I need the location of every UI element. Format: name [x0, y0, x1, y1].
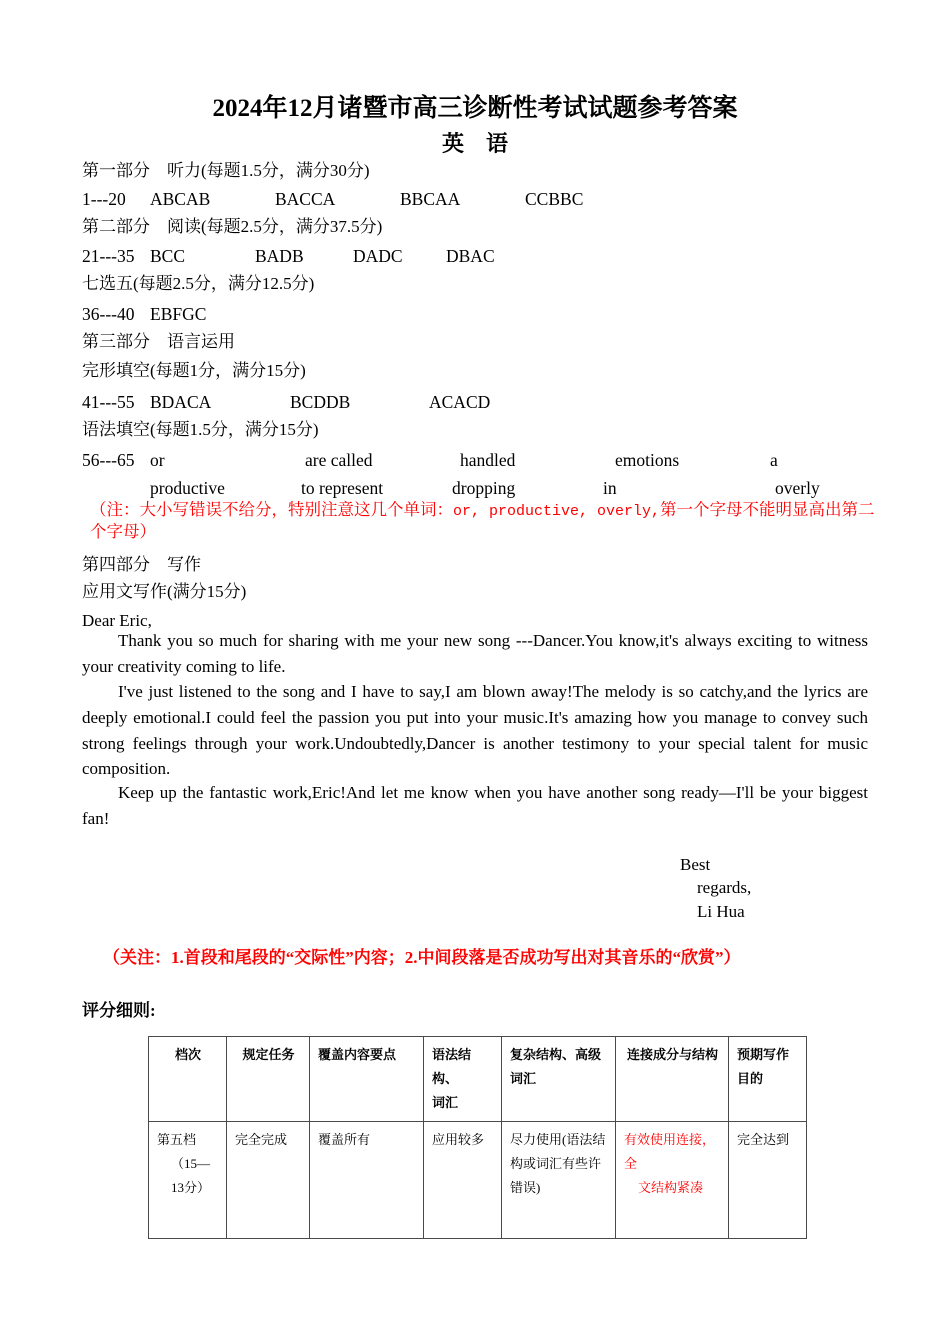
subject-char-2: 语 [486, 131, 509, 156]
cell-complex [502, 1122, 616, 1239]
scoring-rubric-table [148, 1036, 807, 1239]
grammar-answer-cell: productive [150, 478, 225, 498]
grammar-answer-cell: overly [775, 478, 820, 498]
part1-heading: 第一部分 听力(每题1.5分，满分30分) [82, 161, 370, 180]
cloze-answer-group: BCDDB [290, 392, 351, 412]
header-purpose-line-2: 目的 [737, 1071, 764, 1087]
grammar-row2-spacer [82, 478, 150, 499]
header-purpose-line-1: 预期写作 [737, 1047, 790, 1062]
grammar-answer-cell: a [770, 450, 778, 470]
seven-choose-five-label: 36---40 [82, 304, 135, 324]
grammar-answer-cell: handled [460, 450, 516, 470]
cell-complex-line-2: 构或词汇有些许 [510, 1156, 602, 1172]
letter-paragraph-1: Thank you so much for sharing with me your new song ---Dancer.You know,it's always exciting to witness your creativity coming to life. [82, 631, 868, 676]
seven-choose-five-answers [82, 305, 206, 324]
grammar-heading: 语法填空(每题1.5分，满分15分) [82, 420, 319, 439]
grammar-answers-row-2 [82, 478, 820, 499]
header-cell-level: 档次 [149, 1037, 227, 1122]
part1-answer-group: CCBBC [525, 189, 584, 209]
part1-answer-group: BACCA [275, 189, 336, 209]
part2-answer-group: BCC [150, 246, 186, 266]
cell-level-line-1: 第五档 [157, 1132, 197, 1148]
cloze-answer-group: BDACA [150, 392, 212, 412]
letter-closing-line-2: regards, [697, 878, 752, 897]
cell-level [149, 1122, 227, 1239]
header-cell-complex [502, 1037, 616, 1122]
rubric-title: 评分细则: [82, 1001, 156, 1020]
part3-heading: 第三部分 语言运用 [82, 332, 235, 351]
grammar-capitalization-note [90, 499, 880, 542]
header-complex-line-1: 复杂结构、高级 [510, 1047, 602, 1062]
cell-grammar: 应用较多 [424, 1122, 502, 1239]
seven-choose-five-group: EBFGC [150, 304, 207, 324]
header-cell-task: 规定任务 [227, 1037, 310, 1122]
cell-task: 完全完成 [227, 1122, 310, 1239]
cloze-answer-group: ACACD [429, 392, 491, 412]
cell-cohesion-line-2: 文结构紧凑 [638, 1180, 704, 1196]
header-grammar-line-2: 词汇 [432, 1095, 459, 1111]
grammar-note-words: or, productive, overly, [453, 503, 661, 520]
part1-answers [82, 190, 650, 209]
letter-paragraph-2: I've just listened to the song and I have to say,I am blown away!The melody is so catchy,and the lyrics are deeply emotional.I could feel the passion you put into your music.It's amazing how you manage to convey such strong feelings through your work.Undoubtedly,Dancer is another testimony to your special talent for music composition. [82, 682, 868, 779]
grammar-answer-cell: or [150, 450, 165, 470]
cloze-answer-label: 41---55 [82, 392, 135, 412]
table-row [149, 1122, 807, 1239]
part2-answer-label: 21---35 [82, 246, 135, 266]
table-header-row [149, 1037, 807, 1122]
part1-answer-group: ABCAB [150, 189, 211, 209]
cell-complex-line-1: 尽力使用(语法结 [510, 1132, 606, 1148]
seven-choose-five-heading: 七选五(每题2.5分，满分12.5分) [82, 274, 315, 293]
letter-closing-line-1: Best [680, 855, 711, 874]
header-cell-coverage: 覆盖内容要点 [310, 1037, 424, 1122]
grammar-answer-cell: in [603, 478, 617, 498]
grammar-answer-label: 56---65 [82, 450, 135, 470]
writing-heading: 应用文写作(满分15分) [82, 582, 247, 601]
cell-coverage: 覆盖所有 [310, 1122, 424, 1239]
header-grammar-line-1: 语法结构、 [432, 1047, 472, 1087]
part1-answer-label: 1---20 [82, 189, 126, 209]
part2-answer-group: DADC [353, 246, 403, 266]
part2-answers [82, 247, 495, 266]
subject-char-1: 英 [441, 131, 464, 156]
cloze-heading: 完形填空(每题1分，满分15分) [82, 361, 306, 380]
cell-cohesion [616, 1122, 729, 1239]
part1-answer-group: BBCAA [400, 189, 461, 209]
header-cell-purpose [729, 1037, 807, 1122]
cell-cohesion-line-1: 有效使用连接，全 [624, 1132, 716, 1172]
grammar-answers-row-1 [82, 450, 778, 471]
grammar-answer-cell: emotions [615, 450, 680, 470]
letter-paragraph-3: Keep up the fantastic work,Eric!And let me know when you have another song ready—I'll be your biggest fan! [82, 783, 868, 828]
header-complex-line-2: 词汇 [510, 1071, 537, 1087]
part2-answer-group: DBAC [446, 246, 495, 266]
letter-signature: Li Hua [697, 902, 745, 921]
part2-answer-group: BADB [255, 246, 304, 266]
cell-purpose: 完全达到 [729, 1122, 807, 1239]
grammar-note-part-2: 第一个字母不能明显高出第二个字母） [90, 500, 875, 542]
part2-heading: 第二部分 阅读(每题2.5分，满分37.5分) [82, 217, 383, 236]
cell-level-line-2: （15—13分） [171, 1156, 211, 1196]
header-cell-grammar [424, 1037, 502, 1122]
letter-salutation: Dear Eric, [82, 611, 152, 630]
writing-focus-note: （关注：1.首段和尾段的“交际性”内容；2.中间段落是否成功写出对其音乐的“欣赏”） [103, 948, 741, 967]
grammar-answer-cell: dropping [452, 478, 516, 498]
grammar-note-part-1: （注：大小写错误不给分，特别注意这几个单词： [90, 500, 453, 519]
subject-heading [0, 127, 950, 158]
grammar-answer-cell: to represent [301, 478, 384, 498]
page-title: 2024年12月诸暨市高三诊断性考试试题参考答案 [212, 95, 738, 122]
cloze-answers [82, 393, 490, 412]
part4-heading: 第四部分 写作 [82, 555, 201, 574]
cell-complex-line-3: 错误) [510, 1180, 541, 1196]
header-cell-cohesion: 连接成分与结构 [616, 1037, 729, 1122]
grammar-answer-cell: are called [305, 450, 373, 470]
